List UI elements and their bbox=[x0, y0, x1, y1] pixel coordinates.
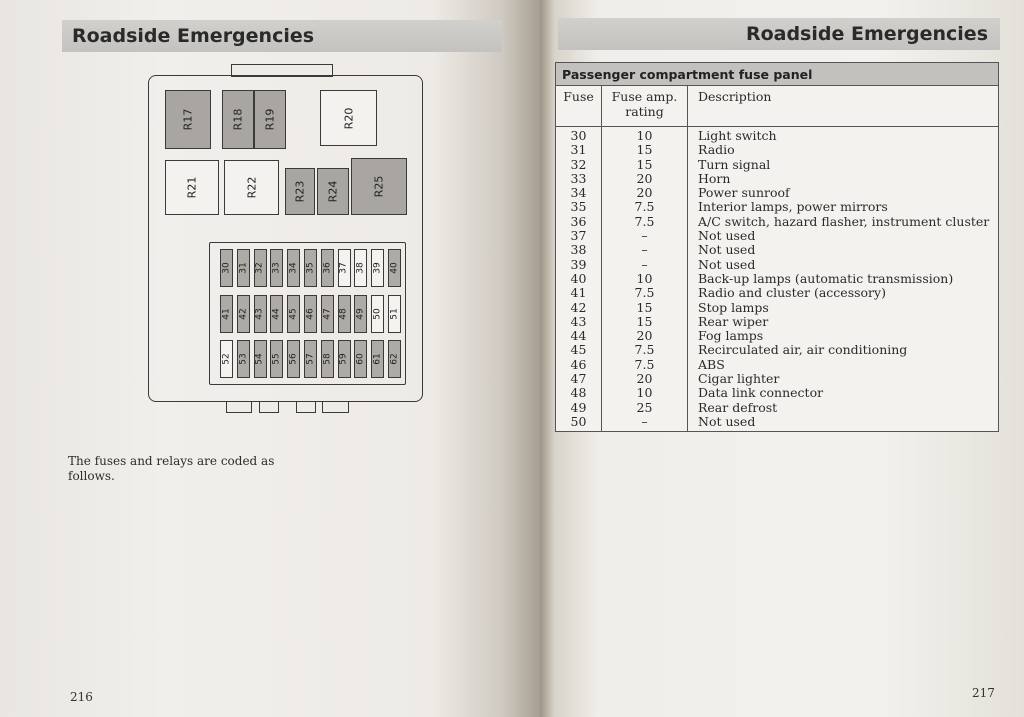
fuse-label: 40 bbox=[389, 262, 400, 274]
relay-label: R21 bbox=[185, 176, 199, 199]
fuse-61 bbox=[371, 340, 384, 378]
cell-fuse: 30 bbox=[570, 128, 587, 143]
fuse-59 bbox=[338, 340, 351, 378]
relay-r25 bbox=[351, 158, 407, 215]
cell-rating: 7.5 bbox=[634, 356, 655, 372]
cell-description: Rear defrost bbox=[698, 399, 778, 415]
cell-fuse: 48 bbox=[570, 385, 587, 401]
bottom-tab bbox=[226, 401, 252, 413]
cell-description: Not used bbox=[698, 256, 756, 272]
relay-label: R19 bbox=[263, 108, 277, 131]
cell-rating: 15 bbox=[636, 299, 653, 315]
fuse-39 bbox=[371, 249, 384, 287]
cell-rating: – bbox=[641, 228, 648, 244]
fuse-label: 60 bbox=[355, 353, 366, 365]
relay-r19 bbox=[254, 90, 286, 149]
relay-label: R23 bbox=[293, 180, 307, 203]
cell-rating: 15 bbox=[636, 142, 653, 158]
cell-description: Light switch bbox=[698, 128, 777, 143]
fuse-label: 48 bbox=[339, 308, 350, 320]
cell-fuse: 42 bbox=[570, 299, 587, 315]
cell-description: Interior lamps, power mirrors bbox=[698, 199, 888, 215]
cell-description: Stop lamps bbox=[698, 299, 769, 315]
fuse-53 bbox=[237, 340, 250, 378]
page-number-left: 216 bbox=[70, 690, 93, 704]
cell-rating: – bbox=[641, 413, 648, 429]
fuse-41 bbox=[220, 295, 233, 333]
fuse-42 bbox=[237, 295, 250, 333]
cell-rating: – bbox=[641, 242, 648, 258]
cell-fuse: 43 bbox=[570, 313, 587, 329]
fuse-label: 55 bbox=[271, 353, 282, 365]
fuse-label: 31 bbox=[238, 262, 249, 274]
cell-fuse: 39 bbox=[570, 256, 587, 272]
cell-rating: 10 bbox=[636, 128, 653, 143]
cell-rating: 25 bbox=[636, 399, 653, 415]
fuse-label: 56 bbox=[288, 353, 299, 365]
fuse-44 bbox=[270, 295, 283, 333]
fuse-46 bbox=[304, 295, 317, 333]
page-number-right: 217 bbox=[972, 686, 995, 700]
cell-rating: 7.5 bbox=[634, 199, 655, 215]
cell-fuse: 40 bbox=[570, 270, 587, 286]
fuse-55 bbox=[270, 340, 283, 378]
relay-label: R24 bbox=[326, 180, 340, 203]
cell-fuse: 47 bbox=[570, 371, 587, 387]
fuse-label: 38 bbox=[355, 262, 366, 274]
fuse-62 bbox=[388, 340, 401, 378]
fuse-label: 41 bbox=[221, 308, 232, 320]
cell-fuse: 37 bbox=[570, 228, 587, 244]
cell-fuse: 38 bbox=[570, 242, 587, 258]
fuse-label: 45 bbox=[288, 308, 299, 320]
fuse-33 bbox=[270, 249, 283, 287]
fuse-label: 52 bbox=[221, 353, 232, 365]
fuse-30 bbox=[220, 249, 233, 287]
cell-description: Rear wiper bbox=[698, 313, 769, 329]
cell-description: Power sunroof bbox=[698, 185, 790, 201]
fuse-label: 33 bbox=[271, 262, 282, 274]
fuse-40 bbox=[388, 249, 401, 287]
fuse-label: 51 bbox=[389, 308, 400, 320]
cell-fuse: 49 bbox=[570, 399, 587, 415]
cell-fuse: 45 bbox=[570, 342, 587, 358]
description-column bbox=[688, 127, 998, 431]
cell-description: Horn bbox=[698, 170, 731, 186]
column-header-description: Description bbox=[698, 89, 772, 104]
fuse-34 bbox=[287, 249, 300, 287]
fuse-label: 36 bbox=[322, 262, 333, 274]
fuse-label: 57 bbox=[305, 353, 316, 365]
fuse-label: 35 bbox=[305, 262, 316, 274]
fuse-37 bbox=[338, 249, 351, 287]
relay-label: R22 bbox=[244, 176, 258, 199]
cell-description: Cigar lighter bbox=[698, 371, 780, 387]
cell-rating: 15 bbox=[636, 156, 653, 172]
cell-fuse: 31 bbox=[570, 142, 587, 158]
fuse-label: 39 bbox=[372, 262, 383, 274]
fuse-36 bbox=[321, 249, 334, 287]
table-title: Passenger compartment fuse panel bbox=[556, 63, 998, 86]
bottom-tab bbox=[259, 401, 279, 413]
fuse-60 bbox=[354, 340, 367, 378]
left-header: Roadside Emergencies bbox=[62, 20, 502, 52]
cell-rating: 10 bbox=[636, 270, 653, 286]
cell-rating: 15 bbox=[636, 313, 653, 329]
relay-r18 bbox=[222, 90, 254, 149]
fuse-label: 59 bbox=[339, 353, 350, 365]
cell-description: Not used bbox=[698, 242, 756, 258]
fuse-48 bbox=[338, 295, 351, 333]
bottom-tab bbox=[322, 401, 349, 413]
right-page bbox=[540, 0, 1024, 717]
fuse-label: 50 bbox=[372, 308, 383, 320]
relay-label: R25 bbox=[372, 175, 386, 198]
cell-fuse: 41 bbox=[570, 285, 587, 301]
cell-description: Data link connector bbox=[698, 385, 824, 401]
fuse-label: 42 bbox=[238, 308, 249, 320]
fuse-label: 54 bbox=[255, 353, 266, 365]
fuse-38 bbox=[354, 249, 367, 287]
cell-fuse: 33 bbox=[570, 170, 587, 186]
cell-rating: 20 bbox=[636, 170, 653, 186]
relay-r21 bbox=[165, 160, 219, 215]
cell-description: Turn signal bbox=[698, 156, 771, 172]
cell-rating: 20 bbox=[636, 371, 653, 387]
table-body bbox=[556, 127, 998, 431]
cell-fuse: 36 bbox=[570, 213, 587, 229]
fuse-label: 44 bbox=[271, 308, 282, 320]
fuse-54 bbox=[254, 340, 267, 378]
fuse-label: 32 bbox=[255, 262, 266, 274]
relay-r17 bbox=[165, 90, 211, 149]
relay-r23 bbox=[285, 168, 315, 215]
relay-r24 bbox=[317, 168, 349, 215]
relay-r22 bbox=[224, 160, 279, 215]
fuse-31 bbox=[237, 249, 250, 287]
fuse-label: 58 bbox=[322, 353, 333, 365]
fuse-label: 43 bbox=[255, 308, 266, 320]
fuse-label: 30 bbox=[221, 262, 232, 274]
fuse-47 bbox=[321, 295, 334, 333]
cell-rating: 10 bbox=[636, 385, 653, 401]
cell-description: Radio and cluster (accessory) bbox=[698, 285, 886, 301]
fuse-35 bbox=[304, 249, 317, 287]
fuse-label: 34 bbox=[288, 262, 299, 274]
fuse-50 bbox=[371, 295, 384, 333]
fuse-label: 37 bbox=[339, 262, 350, 274]
fuse-label: 49 bbox=[355, 308, 366, 320]
relay-r20 bbox=[320, 90, 377, 146]
fuse-table bbox=[555, 62, 999, 432]
cell-description: Recirculated air, air conditioning bbox=[698, 342, 908, 358]
cell-description: Fog lamps bbox=[698, 328, 764, 344]
fuse-52 bbox=[220, 340, 233, 378]
column-header-rating bbox=[602, 86, 688, 126]
cell-fuse: 50 bbox=[570, 413, 587, 429]
cell-description: Radio bbox=[698, 142, 735, 158]
cell-rating: 7.5 bbox=[634, 342, 655, 358]
fuse-label: 61 bbox=[372, 353, 383, 365]
relay-label: R20 bbox=[341, 107, 355, 129]
fuse-45 bbox=[287, 295, 300, 333]
cell-description: A/C switch, hazard flasher, instrument cluster bbox=[698, 213, 990, 229]
cell-rating: – bbox=[641, 256, 648, 272]
fuse-32 bbox=[254, 249, 267, 287]
cell-description: Not used bbox=[698, 228, 756, 244]
cell-fuse: 46 bbox=[570, 356, 587, 372]
right-header: Roadside Emergencies bbox=[558, 18, 1000, 50]
cell-rating: 20 bbox=[636, 185, 653, 201]
rating-column bbox=[602, 127, 688, 431]
fuse-49 bbox=[354, 295, 367, 333]
fuse-51 bbox=[388, 295, 401, 333]
fuse-57 bbox=[304, 340, 317, 378]
fuse-58 bbox=[321, 340, 334, 378]
cell-rating: 20 bbox=[636, 328, 653, 344]
relay-label: R17 bbox=[181, 108, 195, 131]
fuse-label: 53 bbox=[238, 353, 249, 365]
cell-fuse: 32 bbox=[570, 156, 587, 172]
fuse-label: 62 bbox=[389, 353, 400, 365]
cell-rating: 7.5 bbox=[634, 285, 655, 301]
cell-description: ABS bbox=[698, 356, 725, 372]
cell-fuse: 35 bbox=[570, 199, 587, 215]
fuse-56 bbox=[287, 340, 300, 378]
cell-rating: 7.5 bbox=[634, 213, 655, 229]
caption-text: The fuses and relays are coded as follows. bbox=[68, 454, 275, 483]
fuse-label: 46 bbox=[305, 308, 316, 320]
fuse-43 bbox=[254, 295, 267, 333]
bottom-tab bbox=[296, 401, 316, 413]
column-header-fuse: Fuse bbox=[556, 86, 602, 126]
cell-description: Not used bbox=[698, 413, 756, 429]
cell-fuse: 44 bbox=[570, 328, 587, 344]
cell-fuse: 34 bbox=[570, 185, 587, 201]
cell-description: Back-up lamps (automatic transmission) bbox=[698, 270, 954, 286]
relay-label: R18 bbox=[231, 108, 245, 131]
table-header bbox=[556, 86, 998, 127]
fuse-label: 47 bbox=[322, 308, 333, 320]
column-header-rating-text: Fuse amp. rating bbox=[611, 89, 678, 119]
fuse-column bbox=[556, 127, 602, 431]
